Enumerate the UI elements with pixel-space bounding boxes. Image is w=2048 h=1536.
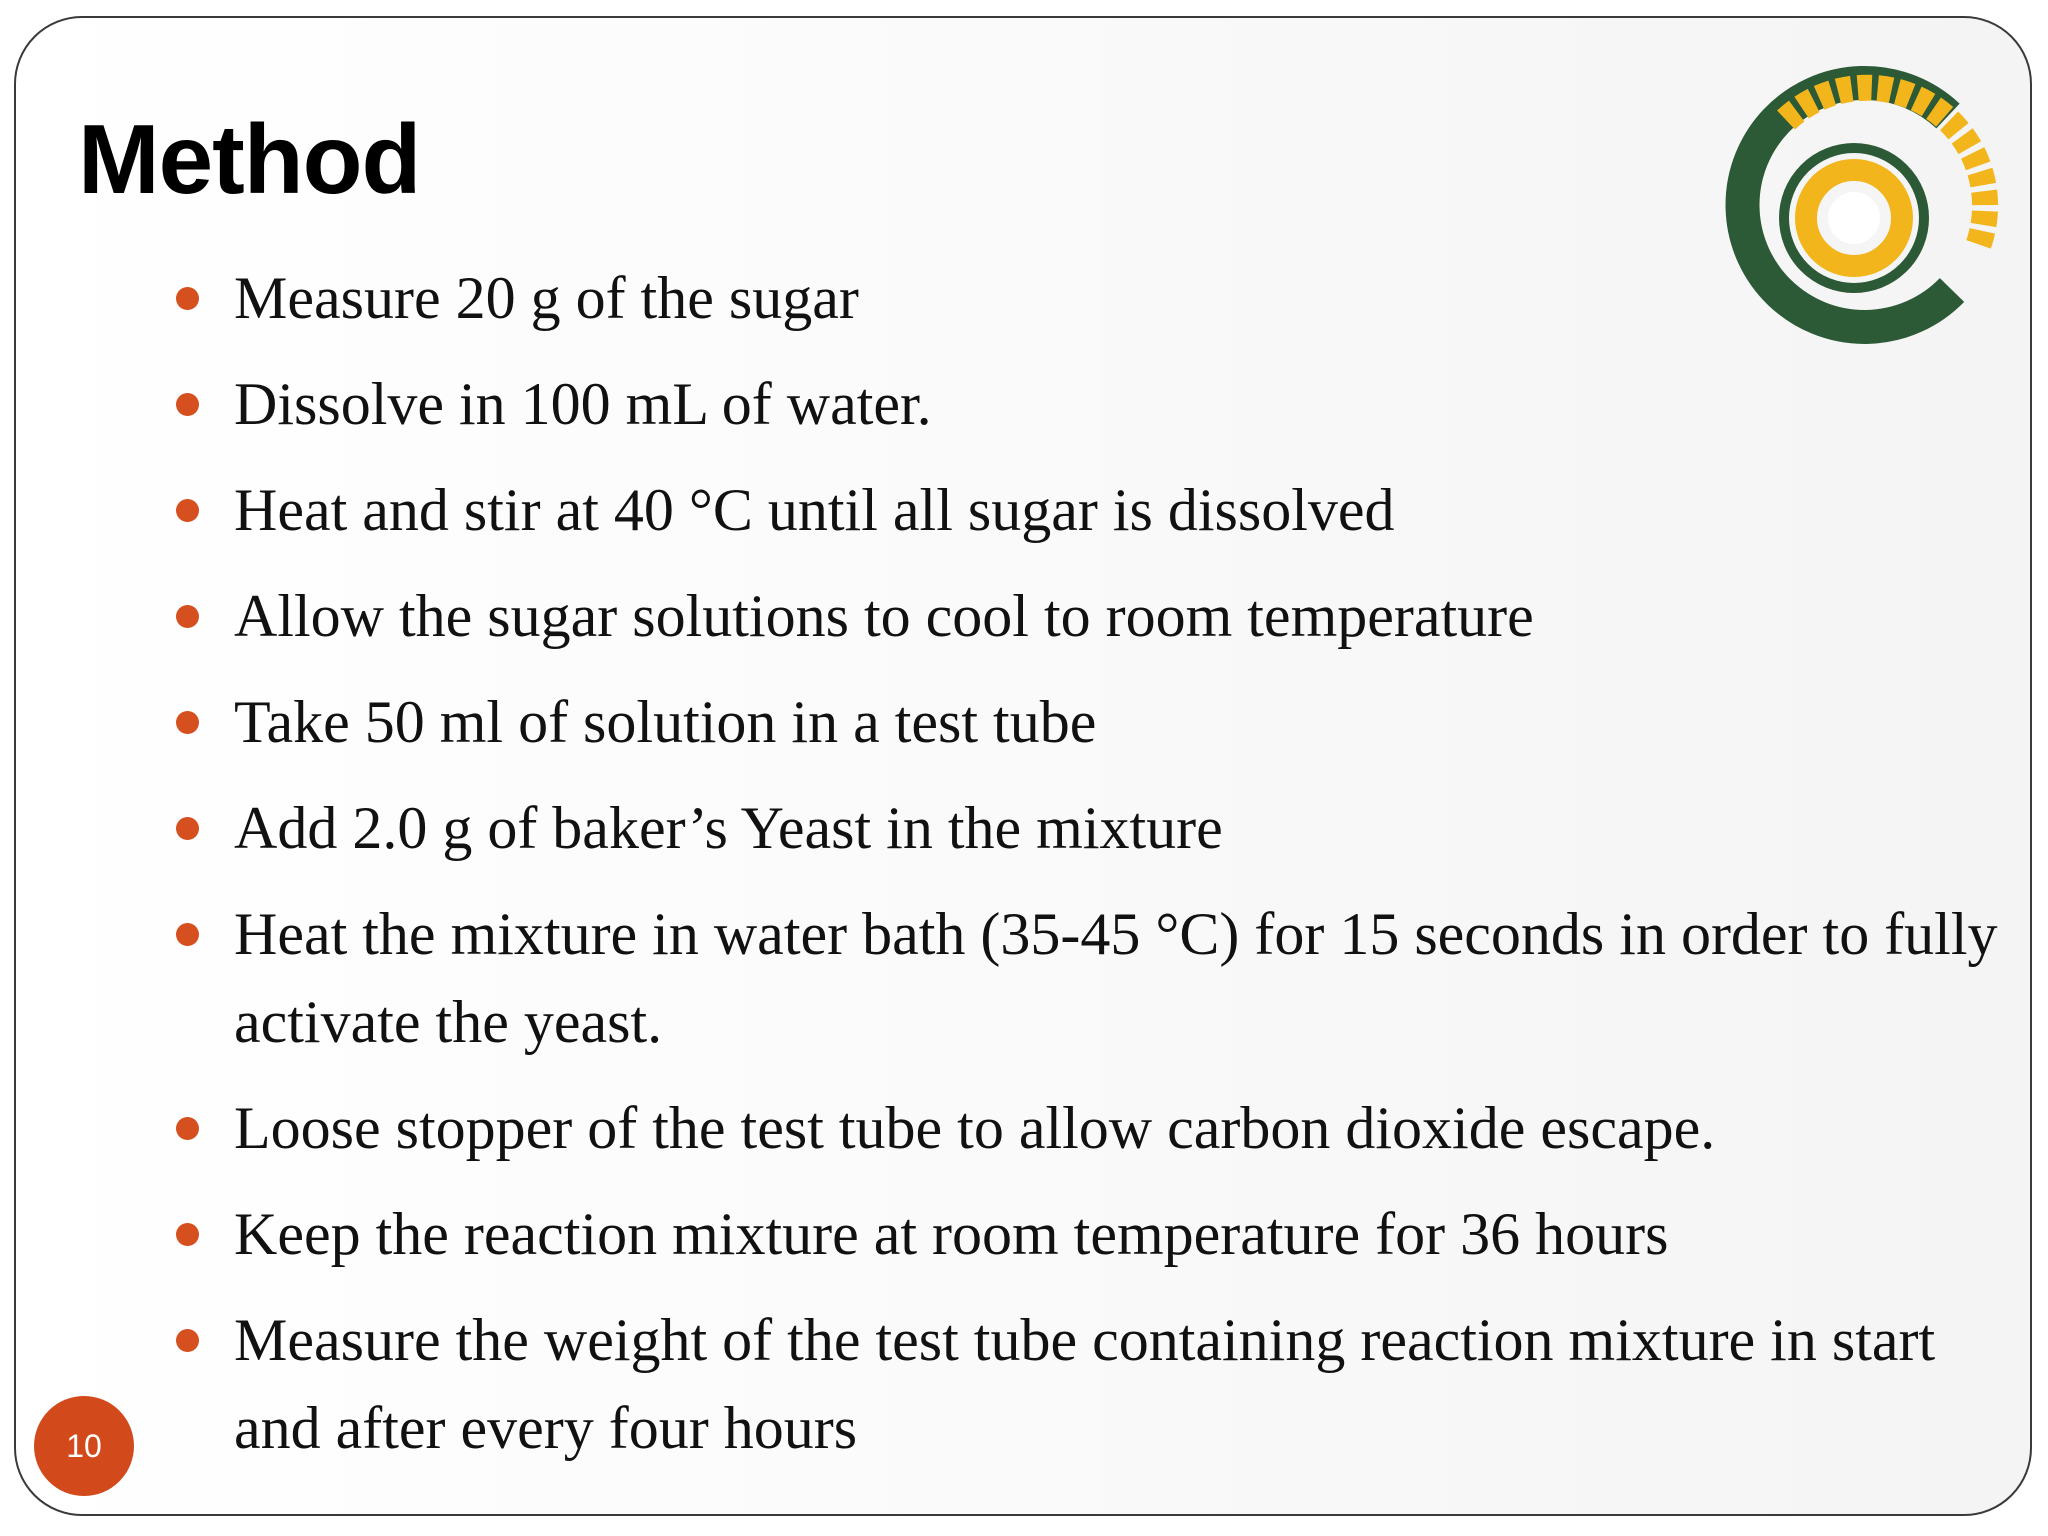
bullet-text: Measure the weight of the test tube containing reaction mixture in start and after every four hours [234, 1307, 1951, 1461]
bullet-text: Loose stopper of the test tube to allow carbon dioxide escape. [234, 1095, 1716, 1161]
bullet-item [164, 1296, 2014, 1472]
bullet-text: Allow the sugar solutions to cool to room temperature [234, 583, 1534, 649]
bullet-text: Heat the mixture in water bath (35-45 °C) for 15 seconds in order to fully activate the yeast. [234, 901, 2013, 1055]
bullet-dot-icon [176, 817, 199, 840]
slide-title: Method [78, 104, 421, 214]
bullet-item [164, 1190, 2014, 1278]
bullet-dot-icon [176, 1223, 199, 1246]
bullet-text: Take 50 ml of solution in a test tube [234, 689, 1097, 755]
page-number-badge: 10 [34, 1396, 134, 1496]
bullet-item [164, 678, 2014, 766]
bullet-item [164, 254, 2014, 342]
bullet-dot-icon [176, 1117, 199, 1140]
bullet-dot-icon [176, 1329, 199, 1352]
bullet-dot-icon [176, 605, 199, 628]
bullet-item [164, 360, 2014, 448]
bullet-item [164, 1084, 2014, 1172]
bullet-text: Dissolve in 100 mL of water. [234, 371, 932, 437]
bullet-item [164, 466, 2014, 554]
bullet-text: Heat and stir at 40 °C until all sugar is dissolved [234, 477, 1395, 543]
bullet-dot-icon [176, 393, 199, 416]
bullet-item [164, 572, 2014, 660]
bullet-dot-icon [176, 287, 199, 310]
bullet-dot-icon [176, 923, 199, 946]
bullet-text: Keep the reaction mixture at room temperature for 36 hours [234, 1201, 1669, 1267]
bullet-item [164, 784, 2014, 872]
bullet-text: Measure 20 g of the sugar [234, 265, 859, 331]
bullet-item [164, 890, 2014, 1066]
bullet-list [164, 254, 2014, 1490]
bullet-dot-icon [176, 499, 199, 522]
bullet-dot-icon [176, 711, 199, 734]
slide [14, 16, 2032, 1516]
bullet-text: Add 2.0 g of baker’s Yeast in the mixture [234, 795, 1223, 861]
